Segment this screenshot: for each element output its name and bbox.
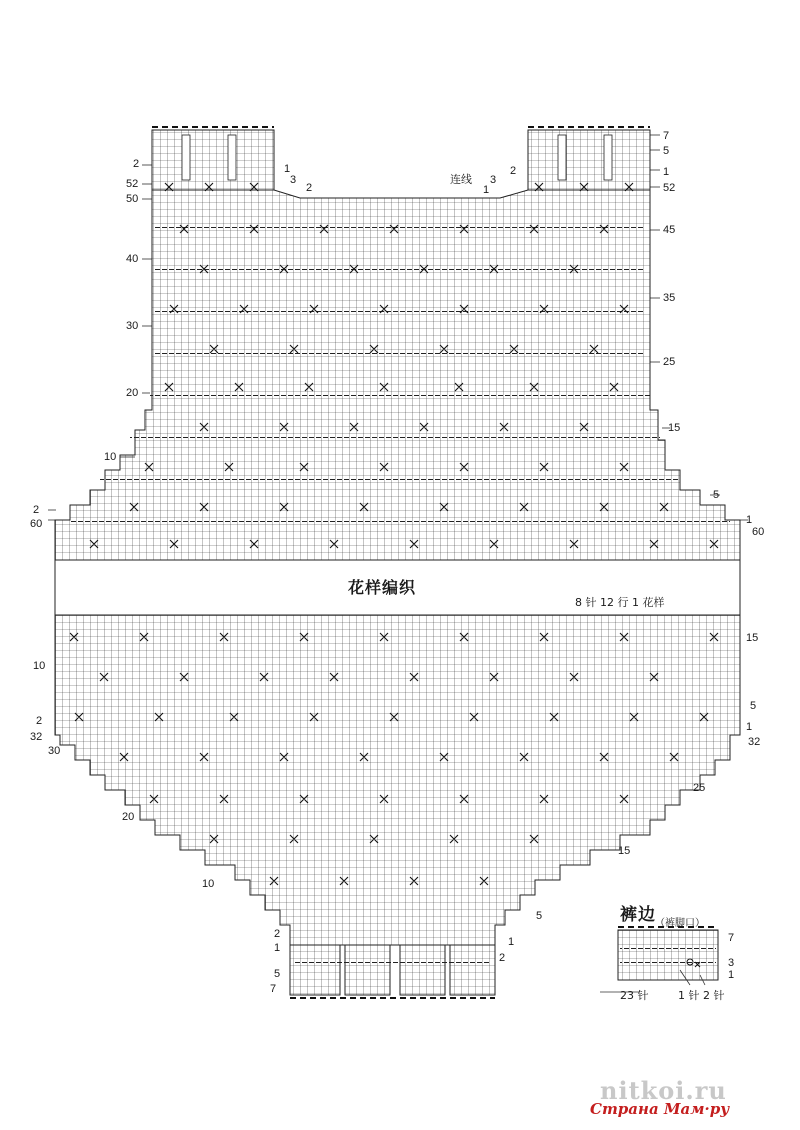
left-leg-ribbing: [290, 945, 340, 995]
row-label: 15: [746, 632, 759, 644]
right-leg-ribbing: [450, 945, 495, 995]
row-label: 20: [126, 387, 139, 399]
row-label: 20: [122, 811, 135, 823]
row-label: 32: [748, 736, 761, 748]
row-label: 2: [133, 158, 140, 170]
row-label: 1: [746, 514, 753, 526]
row-label: 1: [483, 184, 490, 196]
row-label: 45: [663, 224, 676, 236]
row-label: 1: [663, 166, 670, 178]
edging-subtitle: （裤脚口）: [655, 918, 705, 929]
row-label: 52: [663, 182, 676, 194]
row-label: 15: [618, 845, 631, 857]
row-label: 7: [663, 130, 670, 142]
join-label: 连线: [450, 173, 472, 186]
edging-title: 裤边: [620, 905, 656, 925]
row-label: 1: [274, 942, 281, 954]
row-label: 3: [290, 174, 297, 186]
row-label: 5: [750, 700, 757, 712]
brand-watermark: Страна Мам·ру: [590, 1100, 730, 1118]
row-label: 2: [274, 928, 281, 940]
row-label: 7: [270, 983, 277, 995]
right-strap: [528, 130, 650, 190]
left-strap: [152, 130, 274, 190]
edging-label: 1: [728, 969, 735, 981]
row-label: 30: [48, 745, 61, 757]
row-label: 25: [663, 356, 676, 368]
edging-label: 7: [728, 932, 735, 944]
row-label: 2: [499, 952, 506, 964]
edging-swatch: [600, 927, 718, 992]
row-label: 3: [490, 174, 497, 186]
edging-label: 3: [728, 957, 735, 969]
row-label: 60: [752, 526, 765, 538]
row-label: 35: [663, 292, 676, 304]
row-label: 5: [274, 968, 281, 980]
bib-body-outline: [55, 190, 740, 560]
pattern-note: 8 针 12 行 1 花样: [575, 596, 665, 609]
row-label: 40: [126, 253, 139, 265]
edging-stitches: 23 针: [620, 989, 649, 1002]
row-label: 30: [126, 320, 139, 332]
row-label: 52: [126, 178, 139, 190]
row-label: 5: [536, 910, 543, 922]
pattern-title: 花样编织: [348, 578, 417, 597]
row-label: 2: [306, 182, 313, 194]
row-label: 10: [202, 878, 215, 890]
row-label: 2: [510, 165, 517, 177]
top-piece: [55, 127, 740, 560]
row-label: 1: [508, 936, 515, 948]
row-label: 60: [30, 518, 43, 530]
pants-body-outline: [55, 615, 740, 945]
row-label: 50: [126, 193, 139, 205]
row-label: 1: [284, 163, 291, 175]
row-label: 1: [746, 721, 753, 733]
row-label: 10: [33, 660, 46, 672]
row-label: 32: [30, 731, 43, 743]
edging-stitches: 1 针 2 针: [678, 989, 725, 1002]
row-label: 5: [663, 145, 670, 157]
row-label: 2: [36, 715, 43, 727]
site-watermark: nitkoi.ru: [600, 1076, 727, 1105]
row-label: 25: [693, 782, 706, 794]
row-label: 10: [104, 451, 117, 463]
row-label: 2: [33, 504, 40, 516]
row-label: 5: [713, 489, 720, 501]
row-label: 15: [668, 422, 681, 434]
